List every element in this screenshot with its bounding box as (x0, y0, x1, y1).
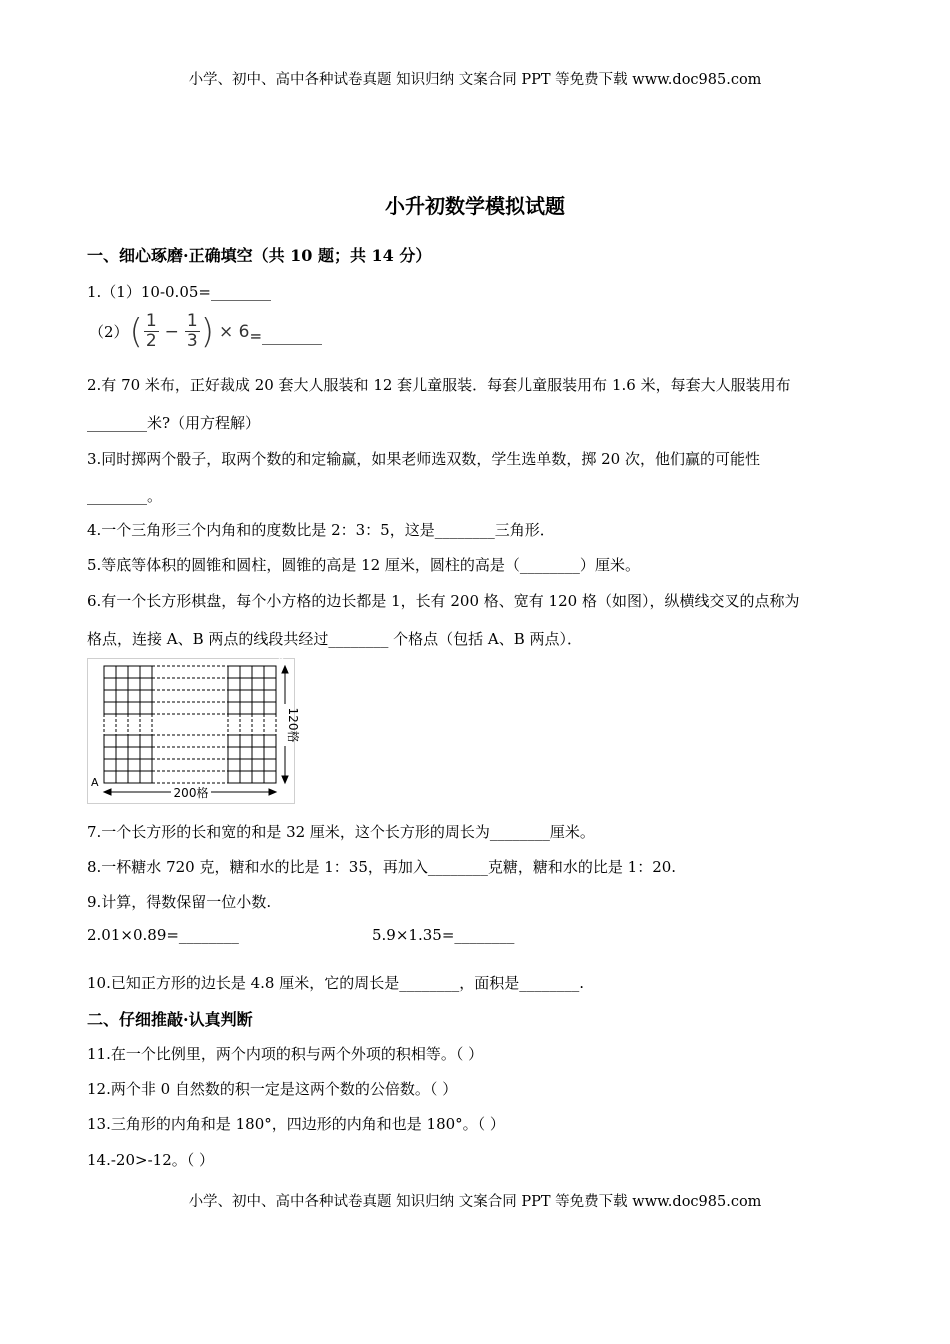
minus-sign: − (164, 321, 179, 342)
question-13: 13.三角形的内角和是 180°，四边形的内角和也是 180°。（ ） (87, 1115, 505, 1133)
fraction-denominator: 3 (186, 331, 198, 351)
point-a-label: A (91, 776, 99, 789)
width-label: 200格 (173, 786, 209, 800)
page-footer: 小学、初中、高中各种试卷真题 知识归纳 文案合同 PPT 等免费下载 www.doc985.com (188, 1194, 762, 1210)
q1-part2-answer-blank: =________ (249, 326, 323, 345)
question-11: 11.在一个比例里，两个内项的积与两个外项的积相等。（ ） (87, 1045, 484, 1063)
math-expression: ( $\frac{1}{2}$ − $\frac{1}{3}$ ) × 6 (129, 311, 250, 352)
question-9-calc-1: 2.01×0.89=________ (87, 926, 239, 944)
section-2-heading: 二、仔细推敲·认真判断 (87, 1010, 253, 1029)
question-9-calc-2: 5.9×1.35=________ (372, 926, 515, 944)
question-7: 7.一个长方形的长和宽的和是 32 厘米，这个长方形的周长为________厘米。 (87, 823, 595, 841)
height-label: 120格 (286, 707, 300, 743)
point-b-label: B (278, 657, 285, 667)
times-six: × 6 (218, 321, 250, 342)
chessboard-figure (87, 657, 300, 804)
question-1-part-2 (89, 313, 322, 350)
question-3-line-1: 3.同时掷两个骰子，取两个数的和定输赢，如果老师选双数，学生选单数，掷 20 次，他们赢的可能性 (87, 450, 760, 468)
page-header: 小学、初中、高中各种试卷真题 知识归纳 文案合同 PPT 等免费下载 www.doc985.com (188, 72, 762, 88)
fraction-denominator: 2 (145, 331, 157, 351)
question-4: 4.一个三角形三个内角和的度数比是 2：3：5，这是________三角形． (87, 521, 555, 539)
fraction-one-half (144, 313, 159, 350)
fraction-numerator: 1 (145, 311, 157, 331)
question-2-line-1: 2.有 70 米布，正好裁成 20 套大人服装和 12 套儿童服装．每套儿童服装用布 1.6 米，每套大人服装用布 (87, 376, 791, 394)
question-1-part-1: 1.（1）10-0.05=________ (87, 283, 271, 301)
question-12: 12.两个非 0 自然数的积一定是这两个数的公倍数。（ ） (87, 1080, 458, 1098)
question-6-line-2: 格点，连接 A、B 两点的线段共经过________ 个格点（包括 A、B 两点）． (87, 630, 583, 648)
section-1-heading: 一、细心琢磨·正确填空（共 10 题；共 14 分） (87, 246, 432, 265)
question-14: 14.-20>-12。（ ） (87, 1151, 215, 1169)
question-2-line-2: ________米?（用方程解） (87, 414, 261, 432)
question-5: 5.等底等体积的圆锥和圆柱，圆锥的高是 12 厘米，圆柱的高是（________）厘米。 (87, 556, 640, 574)
page-title: 小升初数学模拟试题 (385, 194, 565, 218)
fraction-one-third (185, 313, 200, 350)
question-6-line-1: 6.有一个长方形棋盘，每个小方格的边长都是 1，长有 200 格、宽有 120 格（如图），纵横线交叉的点称为 (87, 592, 800, 610)
question-8: 8.一杯糖水 720 克，糖和水的比是 1：35，再加入________克糖，糖和水的比是 1：20. (87, 858, 677, 876)
fraction-numerator: 1 (186, 311, 198, 331)
q1-part2-prefix: （2） (89, 323, 129, 341)
question-9-instruction: 9.计算，得数保留一位小数. (87, 893, 272, 911)
question-10: 10.已知正方形的边长是 4.8 厘米，它的周长是________，面积是________. (87, 974, 585, 992)
question-3-line-2: ________。 (87, 487, 163, 505)
